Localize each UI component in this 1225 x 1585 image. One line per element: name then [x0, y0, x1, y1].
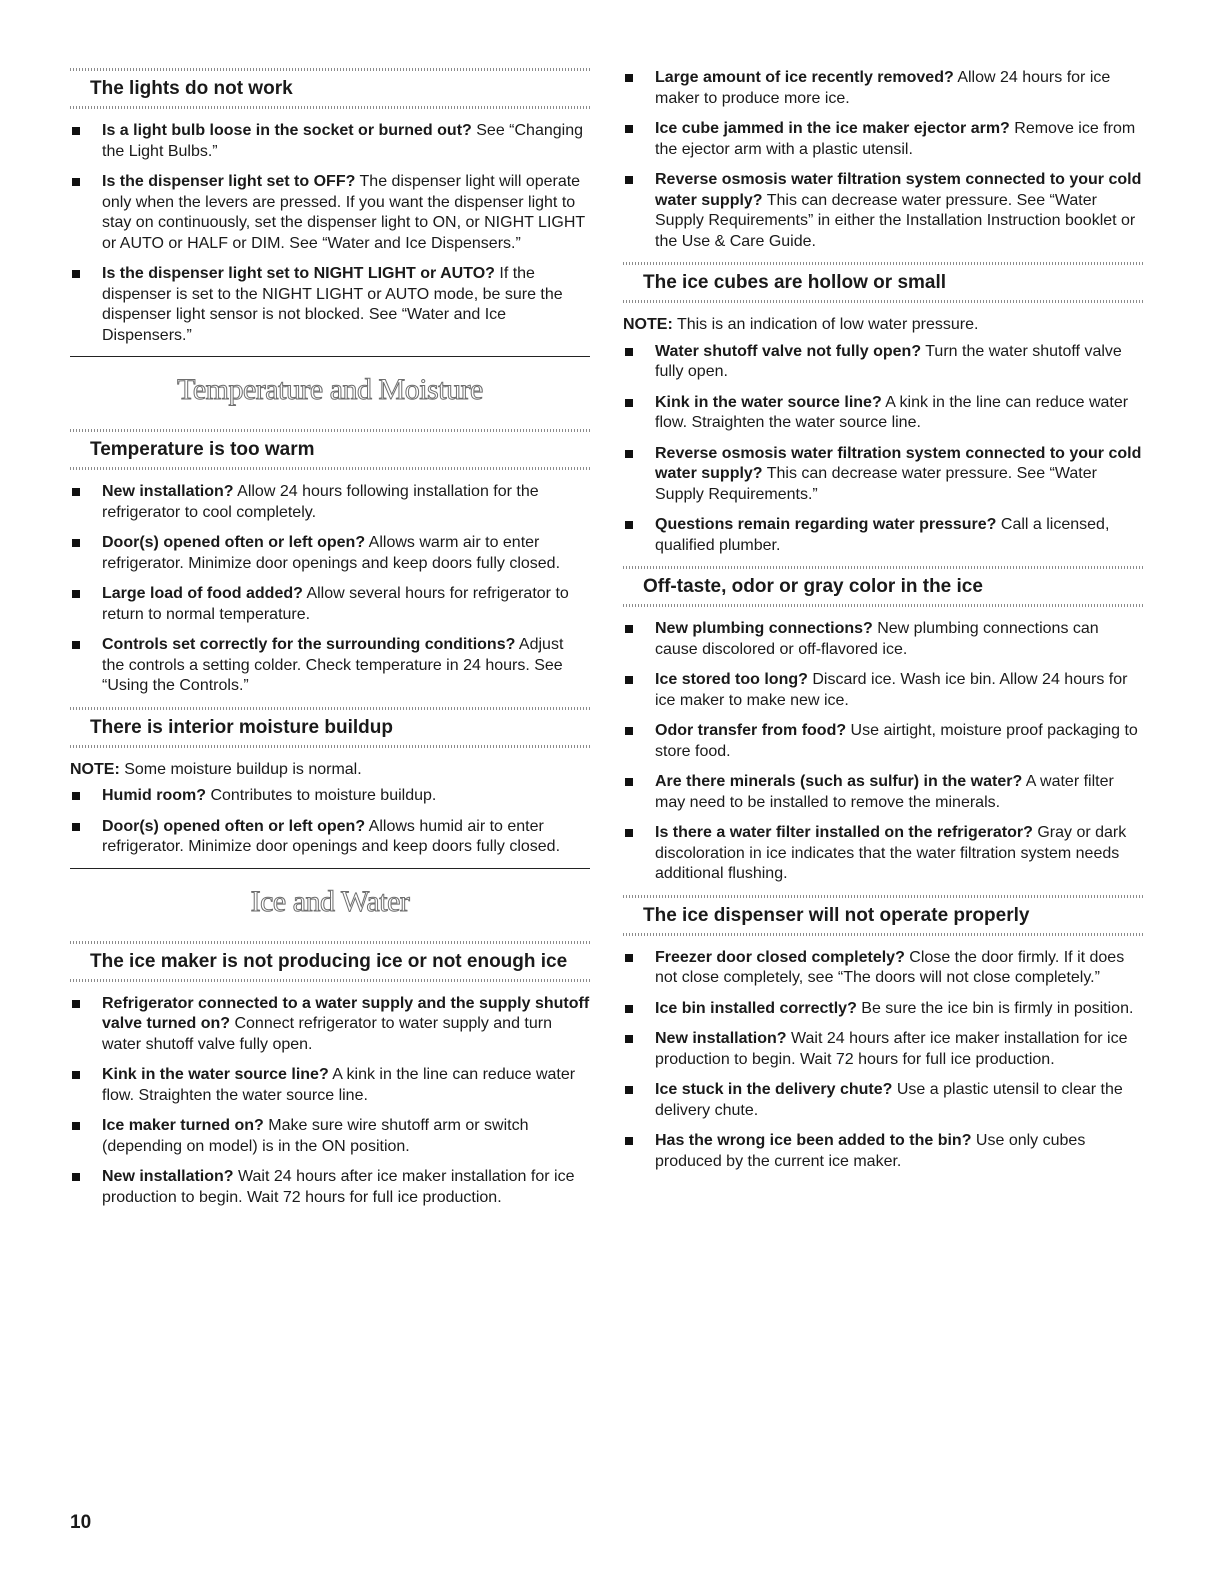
- list-ice-maker: [70, 994, 590, 1209]
- list-item: [623, 393, 1143, 434]
- chapter-title-temperature-moisture: Temperature and Moisture: [70, 356, 590, 417]
- left-column: [70, 68, 590, 1218]
- list-item: [70, 121, 590, 162]
- item-answer: A water filter may need to be installed to remove the minerals.: [655, 773, 1114, 811]
- item-answer: See “Changing the Light Bulbs.”: [102, 122, 583, 160]
- list-off-taste: [623, 619, 1143, 885]
- section-heading-hollow: The ice cubes are hollow or small: [623, 262, 1143, 303]
- section-heading-ice-maker: The ice maker is not producing ice or not enough ice: [70, 941, 590, 982]
- page-number: 10: [70, 1512, 92, 1533]
- list-item: [623, 170, 1143, 252]
- item-answer: Allows warm air to enter refrigerator. Minimize door openings and keep doors fully closed.: [102, 534, 561, 572]
- list-item: [70, 172, 590, 254]
- list-item: [70, 482, 590, 523]
- item-answer: Turn the water shutoff valve fully open.: [655, 342, 1122, 380]
- item-answer: This can decrease water pressure. See “Water Supply Requirements” in either the Installation Instruction booklet or the Use & Care Guide.: [655, 191, 1136, 250]
- item-question: Water shutoff valve not fully open?: [655, 342, 922, 360]
- item-question: Large amount of ice recently removed?: [655, 69, 954, 86]
- item-question: Questions remain regarding water pressure?: [655, 516, 997, 533]
- list-item: [70, 1116, 590, 1157]
- list-item: [70, 817, 590, 858]
- item-question: Controls set correctly for the surrounding conditions?: [102, 636, 516, 653]
- item-question: Are there minerals (such as sulfur) in the water?: [655, 773, 1023, 790]
- item-answer: Close the door firmly. If it does not close completely, see “The doors will not close completely.”: [655, 948, 1125, 986]
- item-answer: Allow several hours for refrigerator to return to normal temperature.: [102, 585, 569, 623]
- list-moisture: [70, 786, 590, 858]
- item-question: Ice bin installed correctly?: [655, 999, 857, 1017]
- item-question: Is the dispenser light set to OFF?: [102, 173, 356, 190]
- item-question: Has the wrong ice been added to the bin?: [655, 1132, 972, 1149]
- item-question: Ice cube jammed in the ice maker ejector arm?: [655, 120, 1010, 137]
- item-question: New installation?: [102, 483, 234, 500]
- section-heading-too-warm: Temperature is too warm: [70, 429, 590, 470]
- list-lights: [70, 121, 590, 346]
- item-question: Reverse osmosis water filtration system connected to your cold water supply?: [655, 171, 1142, 209]
- list-dispenser: [623, 948, 1143, 1173]
- item-question: Is a light bulb loose in the socket or burned out?: [102, 122, 472, 139]
- section-heading-off-taste: Off-taste, odor or gray color in the ice: [623, 566, 1143, 607]
- item-answer: Wait 24 hours after ice maker installation for ice production to begin. Wait 72 hours for full ice production.: [655, 1030, 1128, 1068]
- item-answer: Remove ice from the ejector arm with a plastic utensil.: [655, 120, 1136, 158]
- item-answer: A kink in the line can reduce water flow. Straighten the water source line.: [655, 393, 1129, 431]
- item-question: Freezer door closed completely?: [655, 948, 905, 966]
- section-heading-dispenser: The ice dispenser will not operate properly: [623, 895, 1143, 936]
- item-answer: Gray or dark discoloration in ice indicates that the water filtration system needs additional flushing.: [655, 824, 1127, 882]
- item-question: Ice maker turned on?: [102, 1117, 264, 1134]
- item-question: New installation?: [655, 1030, 787, 1047]
- item-question: Door(s) opened often or left open?: [102, 534, 366, 551]
- item-answer: Call a licensed, qualified plumber.: [655, 516, 1110, 554]
- note-hollow: [623, 315, 1143, 336]
- note-text: This is an indication of low water pressure.: [672, 316, 979, 333]
- item-question: Kink in the water source line?: [655, 393, 882, 411]
- item-question: New installation?: [102, 1168, 234, 1185]
- item-answer: Contributes to moisture buildup.: [206, 787, 437, 804]
- list-item: [623, 68, 1143, 109]
- list-item: [70, 635, 590, 697]
- item-answer: Use a plastic utensil to clear the delivery chute.: [655, 1081, 1123, 1119]
- list-ice-maker-continued: [623, 68, 1143, 252]
- item-answer: The dispenser light will operate only when the levers are pressed. If you want the dispenser light to stay on continuously, set the dispenser light to ON, or NIGHT LIGHT or AUTO or HALF or DIM. See “Water and Ice Dispensers.”: [102, 173, 585, 252]
- item-question: Reverse osmosis water filtration system connected to your cold water supply?: [655, 444, 1142, 482]
- list-item: [70, 1065, 590, 1106]
- item-answer: Allows humid air to enter refrigerator. Minimize door openings and keep doors fully closed.: [102, 817, 561, 855]
- item-answer: Wait 24 hours after ice maker installation for ice production to begin. Wait 72 hours for full ice production.: [102, 1168, 575, 1206]
- list-item: [70, 584, 590, 625]
- list-item: [623, 1029, 1143, 1070]
- list-item: [70, 786, 590, 807]
- item-question: Kink in the water source line?: [102, 1066, 329, 1083]
- item-answer: Discard ice. Wash ice bin. Allow 24 hours for ice maker to make new ice.: [655, 671, 1128, 709]
- item-question: Ice stored too long?: [655, 671, 808, 688]
- item-answer: Allow 24 hours following installation for the refrigerator to cool completely.: [102, 483, 539, 521]
- chapter-title-ice-water: Ice and Water: [70, 868, 590, 929]
- list-item: [623, 1080, 1143, 1121]
- list-too-warm: [70, 482, 590, 697]
- item-question: Large load of food added?: [102, 585, 303, 602]
- item-question: Is there a water filter installed on the refrigerator?: [655, 824, 1033, 841]
- list-item: [623, 772, 1143, 813]
- item-answer: This can decrease water pressure. See “Water Supply Requirements.”: [655, 465, 1097, 503]
- item-question: Is the dispenser light set to NIGHT LIGHT or AUTO?: [102, 265, 495, 282]
- list-item: [623, 119, 1143, 160]
- item-answer: New plumbing connections can cause discolored or off-flavored ice.: [655, 620, 1099, 658]
- item-answer: A kink in the line can reduce water flow. Straighten the water source line.: [102, 1066, 576, 1104]
- list-hollow: [623, 342, 1143, 557]
- list-item: [623, 721, 1143, 762]
- section-heading-lights: The lights do not work: [70, 68, 590, 109]
- list-item: [623, 670, 1143, 711]
- list-item: [70, 1167, 590, 1208]
- section-heading-moisture: There is interior moisture buildup: [70, 707, 590, 748]
- list-item: [623, 948, 1143, 989]
- item-answer: Make sure wire shutoff arm or switch (depending on model) is in the ON position.: [102, 1117, 529, 1155]
- note-text: Some moisture buildup is normal.: [119, 760, 362, 778]
- list-item: [623, 823, 1143, 885]
- item-question: Refrigerator connected to a water supply and the supply shutoff valve turned on?: [102, 994, 590, 1032]
- item-question: Humid room?: [102, 787, 206, 804]
- note-moisture: [70, 760, 590, 781]
- item-question: Ice stuck in the delivery chute?: [655, 1081, 893, 1098]
- item-answer: Connect refrigerator to water supply and turn water shutoff valve fully open.: [102, 1015, 552, 1053]
- item-question: Odor transfer from food?: [655, 722, 847, 739]
- list-item: [623, 444, 1143, 506]
- item-answer: Be sure the ice bin is firmly in position.: [856, 999, 1134, 1017]
- list-item: [623, 999, 1143, 1020]
- right-column: [623, 68, 1143, 1182]
- item-answer: Use airtight, moisture proof packaging to store food.: [655, 722, 1138, 760]
- list-item: [70, 264, 590, 346]
- item-question: New plumbing connections?: [655, 620, 873, 637]
- list-item: [623, 342, 1143, 383]
- list-item: [623, 619, 1143, 660]
- list-item: [623, 515, 1143, 556]
- item-answer: Allow 24 hours for ice maker to produce more ice.: [655, 69, 1111, 107]
- item-answer: Adjust the controls a setting colder. Check temperature in 24 hours. See “Using the Controls.”: [102, 636, 564, 694]
- note-label: NOTE:: [70, 760, 120, 778]
- list-item: [623, 1131, 1143, 1172]
- item-question: Door(s) opened often or left open?: [102, 817, 366, 835]
- note-label: NOTE:: [623, 316, 673, 333]
- item-answer: If the dispenser is set to the NIGHT LIGHT or AUTO mode, be sure the dispenser light sensor is not blocked. See “Water and Ice Dispensers.”: [102, 265, 563, 344]
- list-item: [70, 533, 590, 574]
- item-answer: Use only cubes produced by the current ice maker.: [655, 1132, 1086, 1170]
- list-item: [70, 994, 590, 1056]
